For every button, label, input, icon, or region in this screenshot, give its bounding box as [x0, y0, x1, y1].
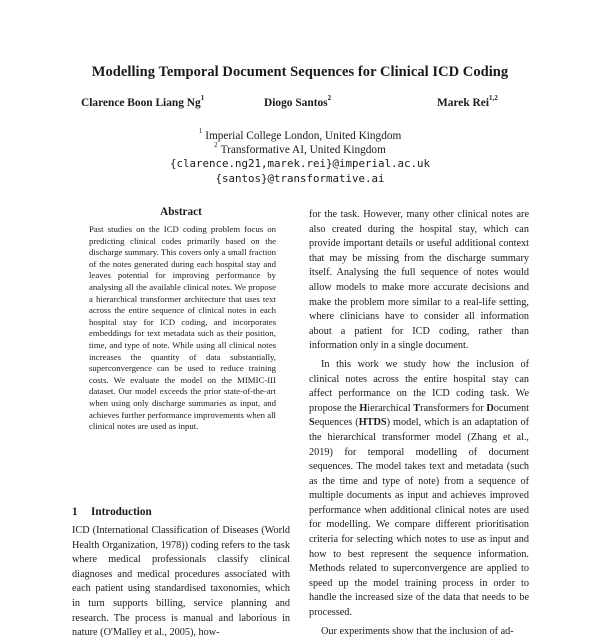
p2-bold-d: D [486, 402, 494, 414]
section-title: Introduction [91, 506, 152, 518]
introduction-paragraph: ICD (International Classification of Diseases (World Health Organization, 1978)) coding refers to the task where medical professionals classify clinical diagnoses and medical procedures associated with each patient using standardised taxonomies, which in turn supports billing, service planning and research. The process is manual and laborious in nature (O'Malley et al., 2005), how- [72, 525, 290, 639]
author-2-name: Diogo Santos [264, 96, 328, 109]
abstract-body: Past studies on the ICD coding problem focus on predicting clinical codes primarily based on the discharge summary. This covers only a small fraction of the notes generated during each hospital stay and leaves potential for improving performance by analysing all the available clinical notes. We propose a hierarchical transformer architecture that uses text across the entire sequence of clinical notes in each hospital stay for ICD coding, and incorporates embeddings for text metadata such as their position, time, and type of note. While using all clinical notes increases the quantity of data substantially, superconvergence can be used to reduce training costs. We evaluate the model on the MIMIC-III dataset. Our model exceeds the prior state-of-the-art when using only discharge summaries as input, and achieves further performance improvements when all clinical notes are used as input. [89, 224, 276, 432]
section-heading-introduction [72, 506, 292, 518]
affiliation-2-text: Transformative AI, United Kingdom [220, 143, 386, 156]
p2-bold-s: S [309, 417, 315, 429]
author-1-name: Clarence Boon Liang Ng [81, 96, 201, 109]
p2-text-f: ) model, which is an adaptation of the hierarchical transformer model (Zhang et al., 2019) for temporal modelling of document sequences. The model takes text and metadata (such as the time and type of note) from a sequence of multiple documents as input and achieves improved performance when additional clinical notes are used for modelling. We compare different prioritisation criteria for selecting which notes to use as input and how to best represent the sequence information. Methods related to superconvergence are applied to speed up the model training process in order to handle the increased size of the data that needs to be processed. [309, 417, 529, 619]
author-2-affiliation-mark: 2 [327, 94, 332, 102]
right-paragraph-2 [309, 358, 529, 621]
paper-title: Modelling Temporal Document Sequences for Clinical ICD Coding [91, 64, 509, 80]
p2-text-d: ocument [493, 402, 530, 414]
p2-acronym-htds: HTDS [358, 417, 387, 429]
right-paragraph-3: Our experiments show that the inclusion of ad- [321, 625, 514, 637]
email-line-1: {clarence.ng21,marek.rei}@imperial.ac.uk [169, 157, 430, 170]
p2-bold-h: H [359, 402, 368, 414]
p2-text-c: ransformers for [420, 402, 487, 414]
author-3-name: Marek Rei [437, 96, 489, 109]
affiliation-2 [0, 142, 600, 156]
abstract-heading: Abstract [160, 206, 202, 218]
affiliation-2-mark: 2 [214, 141, 218, 149]
section-number: 1 [72, 506, 78, 518]
author-1-affiliation-mark: 1 [200, 94, 205, 102]
affiliation-1 [0, 128, 600, 142]
author-3 [437, 95, 498, 109]
email-line-2: {santos}@transformative.ai [215, 172, 385, 185]
right-paragraph-1: for the task. However, many other clinical notes are also created during the hospital stay, which can provide important details or useful additional context that may be missing from the discharge summary itself. Analysing the full sequence of notes would allow models to make more accurate decisions and make the problem more similar to a real-life setting, where clinicians have to consider all information about a patient for ICD coding, rather than information only in a single document. [309, 209, 529, 352]
p2-text-a: In this work we study how the inclusion of clinical notes across the entire hospital stay can affect performance on the ICD coding task. We propose the [309, 358, 529, 414]
author-2 [264, 95, 331, 109]
author-3-affiliation-mark: 1,2 [488, 94, 498, 102]
affiliation-1-text: Imperial College London, United Kingdom [205, 129, 402, 142]
affiliation-1-mark: 1 [198, 127, 203, 135]
p2-text-e: equences ( [314, 417, 359, 429]
p2-text-b: ierarchical [367, 402, 414, 414]
p2-bold-t: T [413, 402, 421, 414]
right-column [309, 208, 529, 639]
author-1 [81, 95, 204, 109]
